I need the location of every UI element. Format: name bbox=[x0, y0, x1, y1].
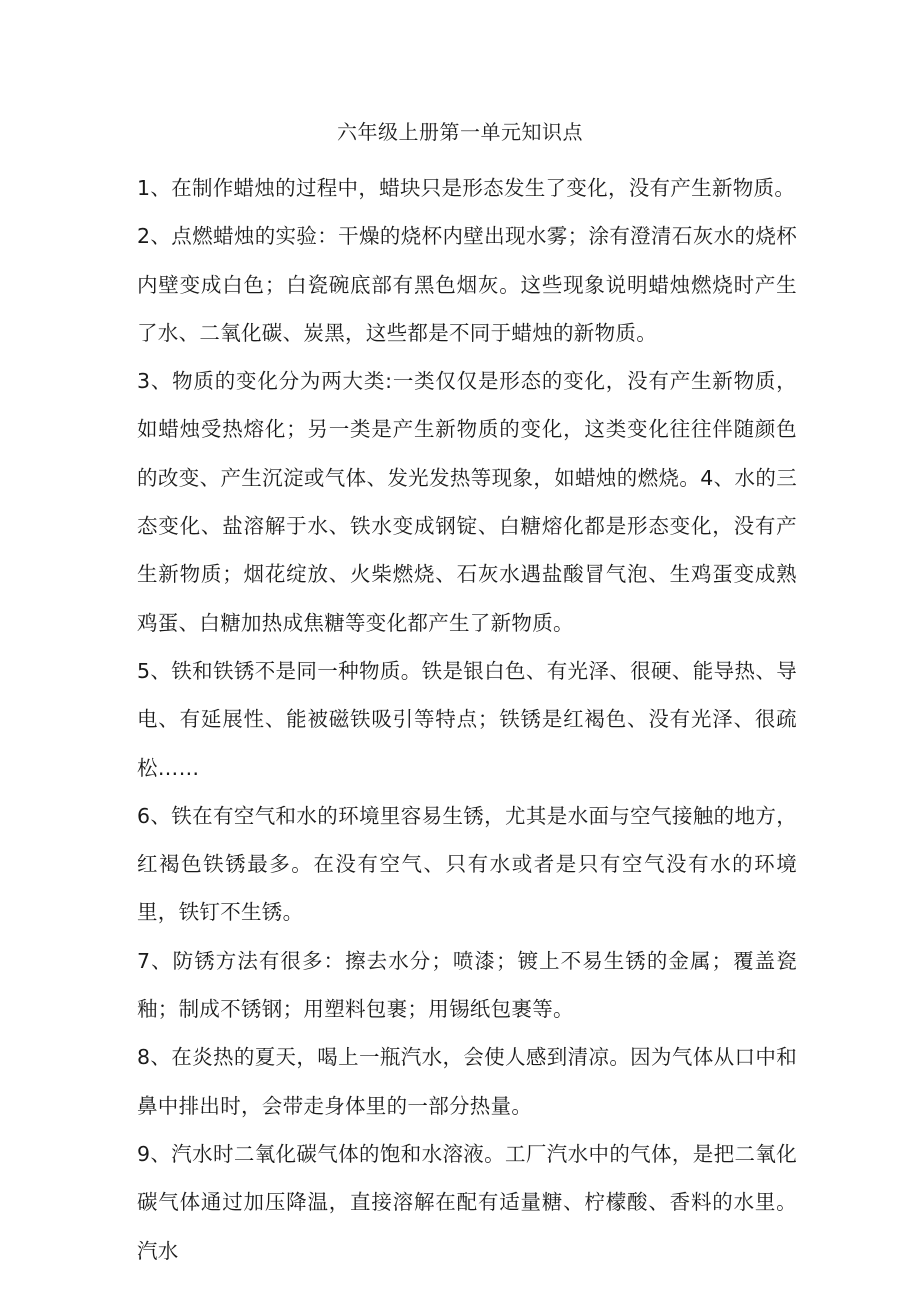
paragraph-2: 2、点燃蜡烛的实验：干燥的烧杯内壁出现水雾；涂有澄清石灰水的烧杯内壁变成白色；白瓷碗底部有黑色烟灰。这些现象说明蜡烛燃烧时产生了水、二氧化碳、炭黑，这些都是不同于蜡烛的新物质。 bbox=[137, 224, 797, 345]
paragraph-8: 8、在炎热的夏天，喝上一瓶汽水，会使人感到清凉。因为气体从口中和鼻中排出时，会带走身体里的一部分热量。 bbox=[137, 1045, 797, 1118]
document-body bbox=[137, 164, 797, 1275]
paragraph-3: 3、物质的变化分为两大类:一类仅仅是形态的变化，没有产生新物质，如蜡烛受热熔化；另一类是产生新物质的变化，这类变化往往伴随颜色的改变、产生沉淀或气体、发光发热等现象，如蜡烛的燃烧。4、水的三态变化、盐溶解于水、铁水变成钢锭、白糖熔化都是形态变化，没有产生新物质；烟花绽放、火柴燃烧、石灰水遇盐酸冒气泡、生鸡蛋变成熟鸡蛋、白糖加热成焦糖等变化都产生了新物质。 bbox=[137, 369, 797, 635]
paragraph-7: 7、防锈方法有很多：擦去水分；喷漆；镀上不易生锈的金属；覆盖瓷釉；制成不锈钢；用塑料包裹；用锡纸包裹等。 bbox=[137, 948, 797, 1022]
paragraph-6: 6、铁在有空气和水的环境里容易生锈，尤其是水面与空气接触的地方，红褐色铁锈最多。在没有空气、只有水或者是只有空气没有水的环境里，铁钉不生锈。 bbox=[137, 803, 797, 925]
document-title: 六年级上册第一单元知识点 bbox=[337, 120, 583, 144]
paragraph-9: 9、汽水时二氧化碳气体的饱和水溶液。工厂汽水中的气体，是把二氧化碳气体通过加压降温，直接溶解在配有适量糖、柠檬酸、香料的水里。汽水 bbox=[137, 1141, 797, 1263]
paragraph-1: 1、在制作蜡烛的过程中，蜡块只是形态发生了变化，没有产生新物质。 bbox=[137, 176, 796, 200]
paragraph-5: 5、铁和铁锈不是同一种物质。铁是银白色、有光泽、很硬、能导热、导电、有延展性、能被磁铁吸引等特点；铁锈是红褐色、没有光泽、很疏松…… bbox=[137, 658, 797, 780]
